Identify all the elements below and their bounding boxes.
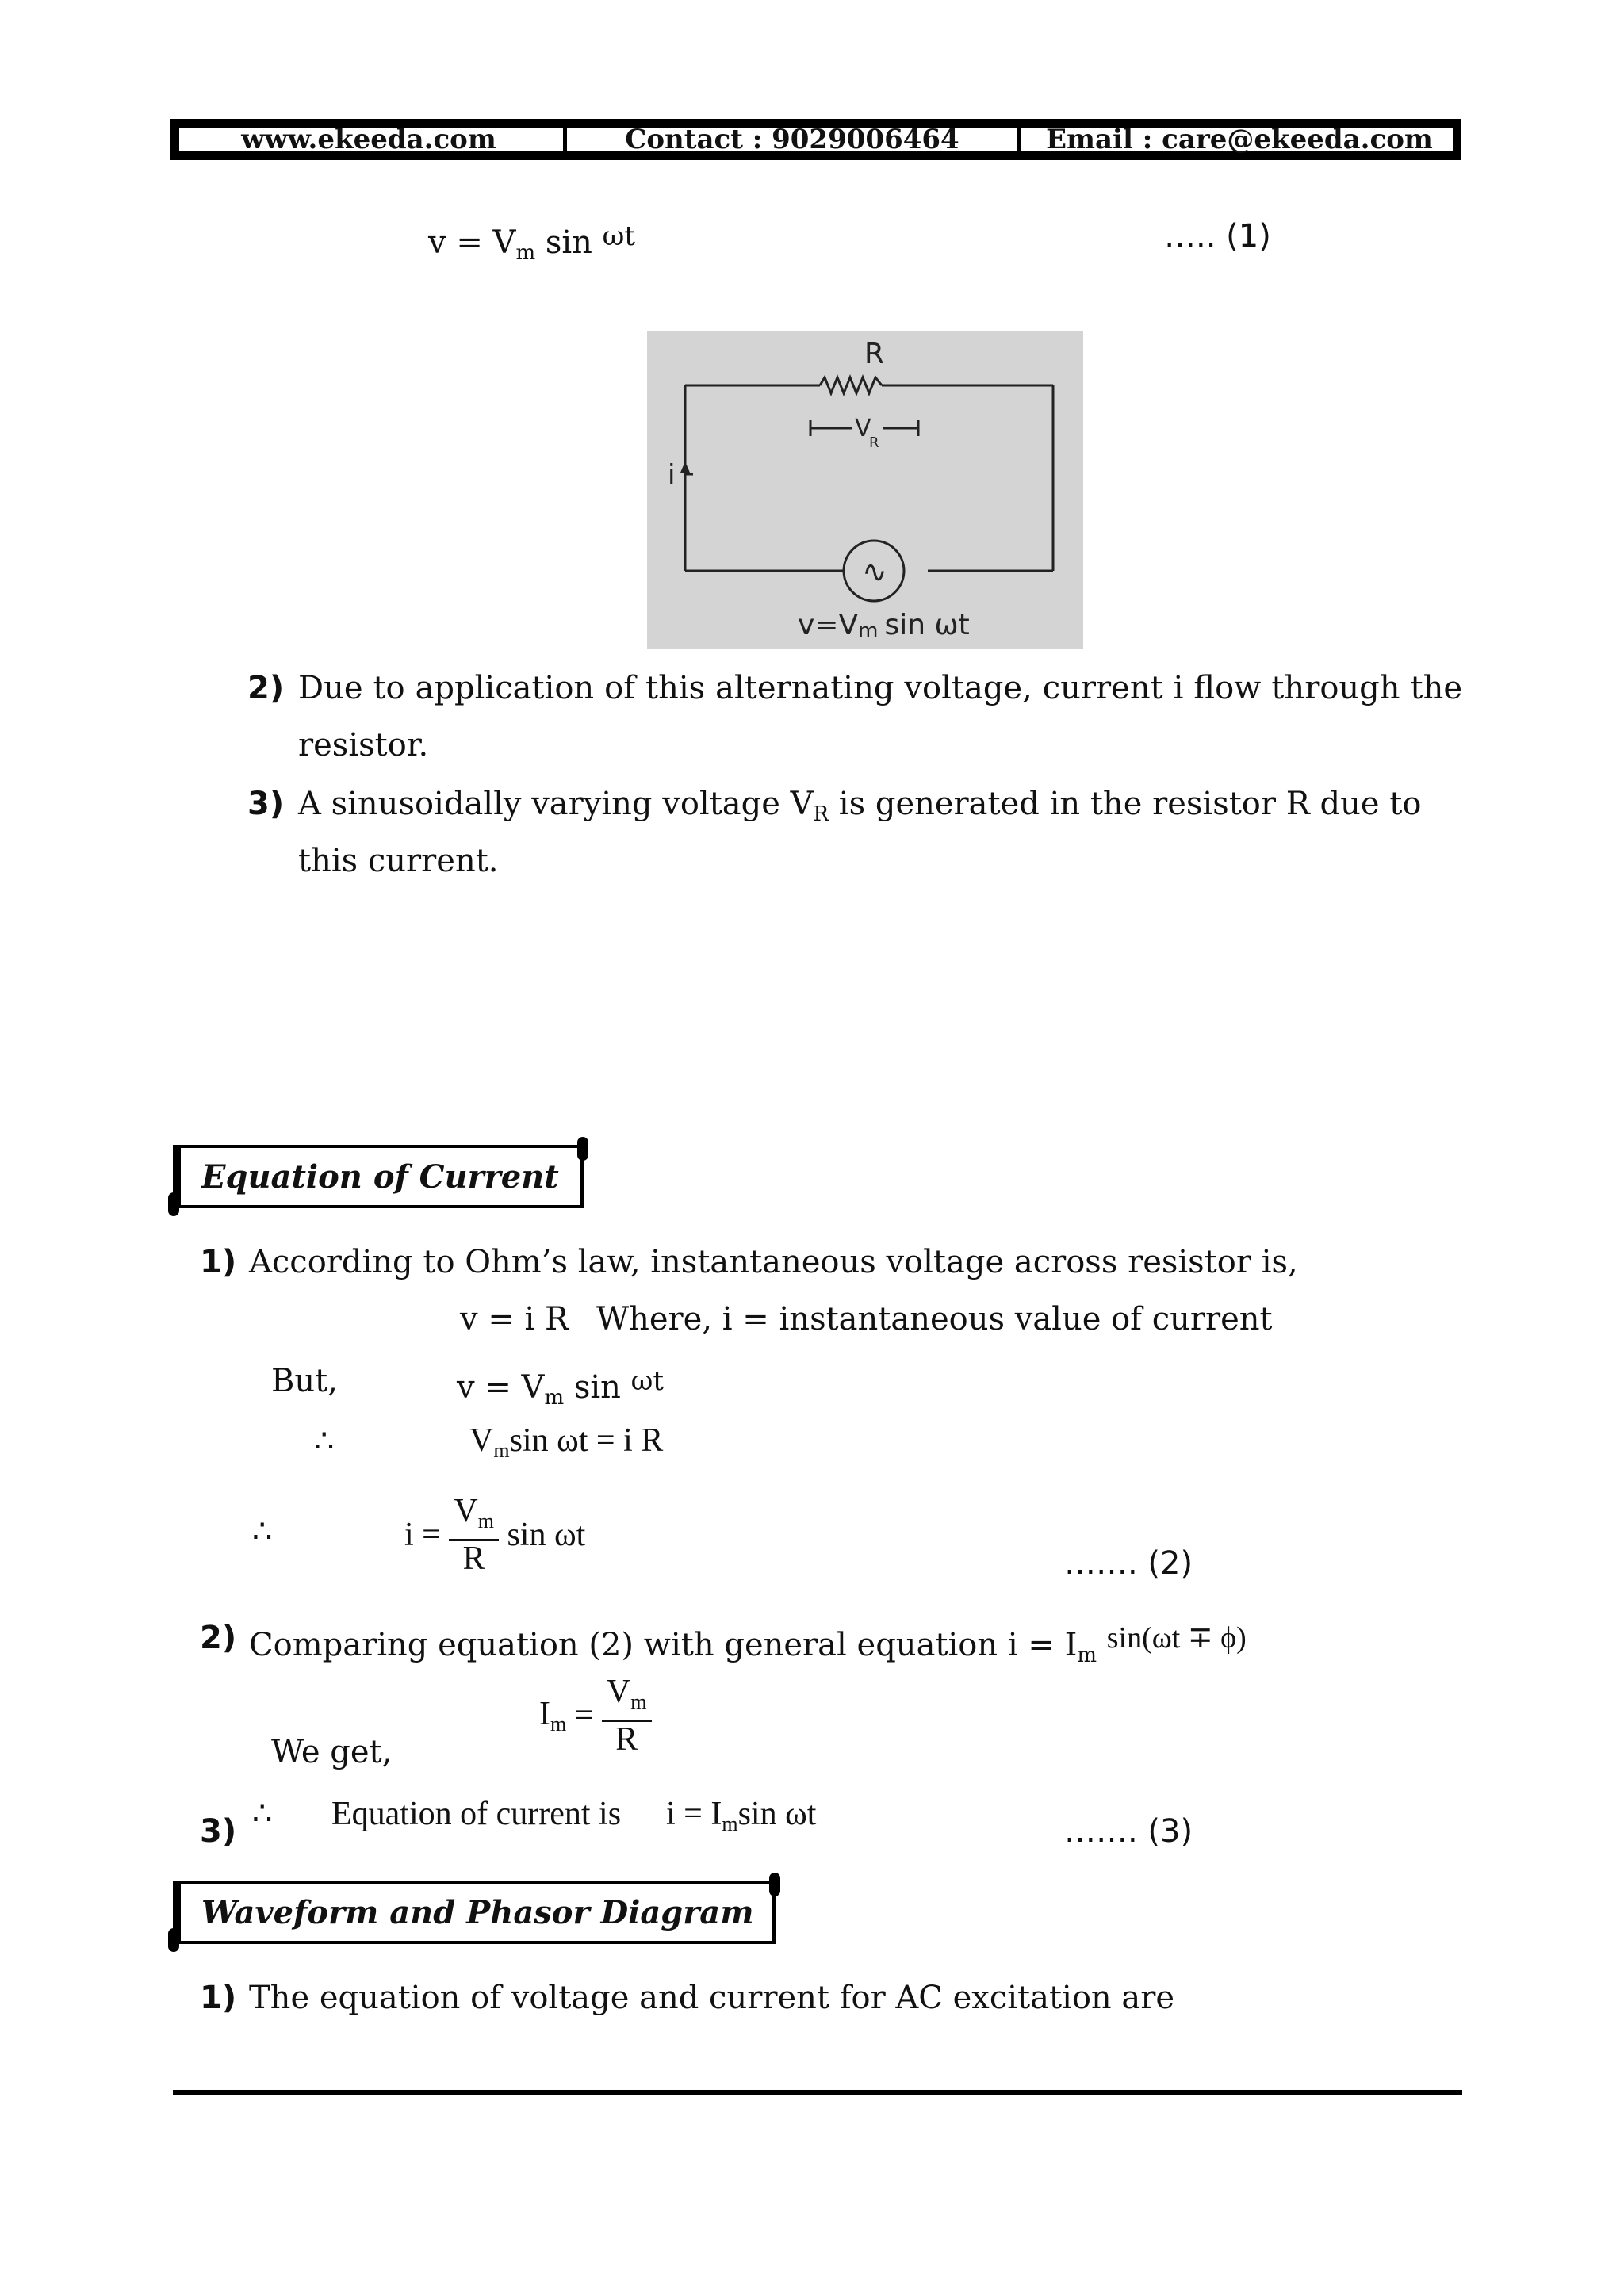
point-3-line1: A sinusoidally varying voltage $V_R$ is generated in the resistor R due to xyxy=(298,786,1422,826)
source-label: v=Vm sin ωt xyxy=(798,609,970,643)
but-label: But, xyxy=(271,1363,338,1399)
point-2-line1: Due to application of this alternating voltage, current i flow through the xyxy=(298,670,1462,706)
point-3-number: 3) xyxy=(247,786,285,822)
section-equation-of-current: Equation of Current xyxy=(173,1145,584,1208)
equation-2-number: ……. (2) xyxy=(1064,1545,1193,1582)
equation-3-number: ……. (3) xyxy=(1064,1813,1193,1850)
header-email[interactable]: Email : care@ekeeda.com xyxy=(1017,123,1457,156)
vr-subscript: R xyxy=(869,434,879,451)
s1-point-2-number: 2) xyxy=(200,1620,237,1656)
equation-1: $v = V_m$ sin $^{\omega t}$ xyxy=(428,220,636,265)
vr-label: V xyxy=(855,415,871,442)
s1-point-3-number: 3) xyxy=(200,1813,237,1850)
header-website[interactable]: www.ekeeda.com xyxy=(241,124,496,155)
we-get-label: We get, xyxy=(271,1734,393,1770)
im-equation: $I_m$ = $\frac{V_m}{R}$ xyxy=(539,1674,652,1757)
resistor-label: R xyxy=(864,338,885,370)
therefore-symbol-1: ∴ xyxy=(314,1423,335,1460)
but-equation: $v = V_m$ sin $^{\omega t}$ xyxy=(457,1365,665,1410)
current-arrow-icon xyxy=(680,461,690,473)
s1-point-1-number: 1) xyxy=(200,1244,237,1280)
equation-1-number: ….. (1) xyxy=(1164,218,1271,254)
header-contact: Contact : 9029006464 xyxy=(563,123,1017,156)
ac-wave-icon: ∿ xyxy=(862,554,887,589)
point-2-line2: resistor. xyxy=(298,727,429,763)
current-equation: $i = I_m\sin$ ωt xyxy=(666,1796,817,1835)
s1-point-1-text: According to Ohm’s law, instantaneous voltage across resistor is, xyxy=(249,1244,1298,1280)
s2-point-1-text: The equation of voltage and current for AC excitation are xyxy=(249,1980,1175,2016)
ohm-law-equation: v = i R xyxy=(460,1301,569,1337)
s1-point-3-text: Equation of current is xyxy=(331,1796,622,1832)
therefore-symbol-3: ∴ xyxy=(252,1796,273,1832)
header-bar xyxy=(170,119,1461,160)
circuit-svg xyxy=(647,331,1083,649)
current-label: i xyxy=(668,459,676,491)
circuit-diagram xyxy=(647,331,1083,649)
step2-equation: i = $\frac{V_m}{R}$ sin ωt xyxy=(404,1493,586,1577)
therefore-symbol-2: ∴ xyxy=(252,1513,273,1550)
point-3-line2: this current. xyxy=(298,843,499,879)
resistor-symbol xyxy=(820,377,882,393)
section-waveform-and-phasor: Waveform and Phasor Diagram xyxy=(173,1881,776,1944)
point-2-number: 2) xyxy=(247,670,285,706)
s1-point-2-text: Comparing equation (2) with general equation $i = I_m$ sin(ωt ∓ ϕ) xyxy=(249,1621,1247,1667)
ohm-law-where: Where, i = instantaneous value of current xyxy=(596,1301,1273,1337)
footer-divider xyxy=(173,2090,1462,2095)
s2-point-1-number: 1) xyxy=(200,1980,237,2016)
step1-equation: $V_m\sin$ ωt = i R xyxy=(469,1422,664,1462)
